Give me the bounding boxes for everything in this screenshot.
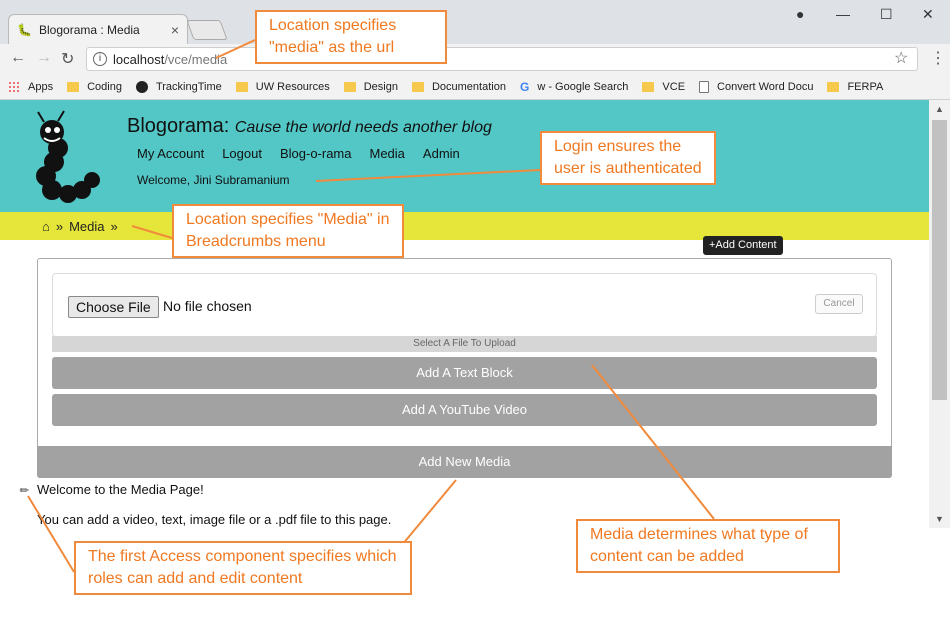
nav-logout[interactable]: Logout (222, 146, 262, 161)
bookmark-convert-word[interactable]: Convert Word Docu (699, 81, 813, 93)
browser-tab[interactable] (8, 14, 188, 44)
bookmark-coding[interactable]: Coding (67, 81, 122, 93)
folder-icon (412, 82, 424, 92)
callout-login: Login ensures the user is authenticated (540, 131, 716, 185)
nav-my-account[interactable]: My Account (137, 146, 205, 161)
reload-icon[interactable]: ↻ (61, 51, 75, 68)
site-title: Blogorama: Cause the world needs another blog (127, 115, 492, 137)
scrollbar-thumb[interactable] (932, 120, 947, 400)
add-content-button[interactable]: +Add Content (703, 236, 783, 255)
browser-menu-icon[interactable]: ⋮ (930, 50, 946, 67)
callout-url: Location specifies "media" as the url (255, 10, 447, 64)
welcome-user: Welcome, Jini Subramanium (137, 173, 290, 187)
bookmark-star-icon[interactable]: ☆ (894, 50, 909, 67)
breadcrumb (0, 212, 929, 240)
tab-title: Blogorama : Media (39, 22, 140, 37)
add-youtube-video-button[interactable]: Add A YouTube Video (52, 394, 877, 426)
url-host: localhost (113, 51, 165, 67)
scroll-up-icon[interactable]: ▲ (935, 104, 944, 114)
main-nav (137, 146, 478, 161)
scroll-down-icon[interactable]: ▼ (935, 514, 944, 524)
select-file-hint: Select A File To Upload (52, 336, 877, 352)
media-panel (37, 258, 892, 478)
callout-media: Media determines what type of content can be added (576, 519, 840, 573)
apps-grid-icon (8, 81, 20, 93)
forward-arrow-icon[interactable]: → (36, 49, 52, 66)
bookmark-vce[interactable]: VCE (642, 81, 685, 93)
bookmark-apps[interactable]: Apps (8, 81, 53, 93)
folder-icon (236, 82, 248, 92)
cancel-button[interactable]: Cancel (815, 294, 863, 314)
callout-access: The first Access component specifies which roles can add and edit content (74, 541, 412, 595)
site-tagline: Cause the world needs another blog (234, 119, 492, 136)
bookmark-ferpa[interactable]: FERPA (827, 81, 883, 93)
minimize-icon[interactable]: — (836, 6, 850, 22)
maximize-icon[interactable]: ☐ (880, 6, 893, 22)
page-scrollbar[interactable] (929, 100, 950, 528)
bookmark-uw-resources[interactable]: UW Resources (236, 81, 330, 93)
site-header (0, 100, 929, 212)
nav-blog-o-rama[interactable]: Blog-o-rama (279, 146, 352, 161)
add-new-media-button[interactable]: Add New Media (37, 446, 892, 478)
callout-breadcrumbs: Location specifies "Media" in Breadcrumbs menu (172, 204, 404, 258)
breadcrumb-separator: » (55, 218, 64, 234)
close-tab-icon[interactable]: × (170, 21, 179, 38)
bookmark-trackingtime[interactable]: TrackingTime (136, 81, 222, 93)
choose-file-button[interactable]: Choose File (68, 296, 159, 318)
home-icon[interactable]: ⌂ (42, 218, 50, 234)
browser-toolbar (0, 44, 950, 74)
address-bar[interactable] (86, 47, 918, 71)
window-close-icon[interactable]: ✕ (922, 6, 934, 22)
media-description-text: You can add a video, text, image file or a .pdf file to this page. (37, 512, 392, 527)
browser-titlebar (0, 0, 950, 44)
bookmark-google-search[interactable]: G w - Google Search (519, 79, 629, 94)
bookmark-design[interactable]: Design (344, 81, 398, 93)
media-welcome-text: Welcome to the Media Page! (37, 482, 204, 497)
add-text-block-button[interactable]: Add A Text Block (52, 357, 877, 389)
folder-icon (827, 82, 839, 92)
bookmarks-bar (0, 74, 950, 100)
caterpillar-logo-icon (30, 110, 105, 205)
folder-icon (344, 82, 356, 92)
pencil-edit-icon[interactable]: ✎ (17, 483, 33, 499)
bookmark-documentation[interactable]: Documentation (412, 81, 506, 93)
trackingtime-icon (136, 81, 148, 93)
no-file-text: No file chosen (163, 298, 252, 314)
profile-icon[interactable]: ● (796, 6, 805, 22)
breadcrumb-separator: » (110, 218, 118, 234)
file-upload-box (52, 273, 877, 337)
url-path: /vce/media (164, 51, 228, 67)
folder-icon (642, 82, 654, 92)
breadcrumb-media[interactable]: Media (69, 218, 105, 234)
page-viewport (0, 100, 929, 528)
caterpillar-favicon-icon: 🐛 (17, 22, 32, 37)
nav-media[interactable]: Media (369, 146, 405, 161)
info-icon[interactable]: i (93, 52, 107, 66)
folder-icon (67, 82, 79, 92)
google-icon: G (519, 79, 530, 94)
back-arrow-icon[interactable]: ← (10, 49, 26, 66)
new-tab-button[interactable] (186, 20, 227, 40)
document-icon (699, 81, 709, 93)
nav-admin[interactable]: Admin (422, 146, 460, 161)
